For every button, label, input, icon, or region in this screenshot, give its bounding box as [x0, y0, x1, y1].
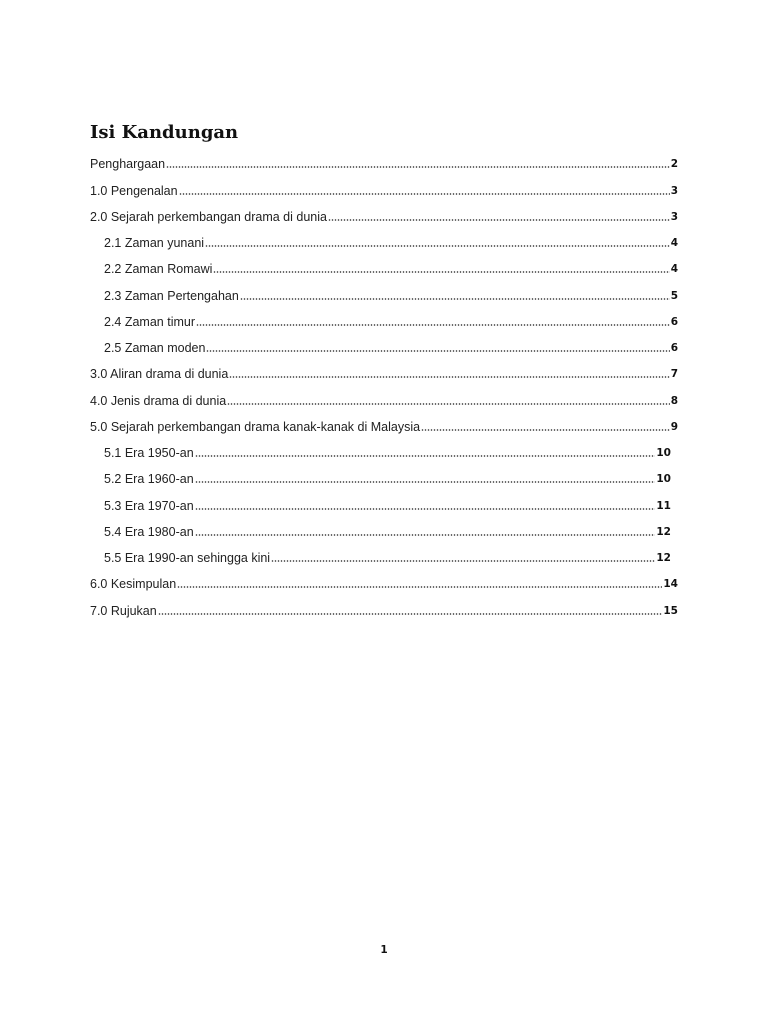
dot-leader: [179, 192, 670, 196]
toc-entry-page: 4: [670, 263, 678, 276]
dot-leader: [328, 218, 670, 222]
toc-entry-label: 5.1 Era 1950-an: [104, 446, 194, 460]
toc-entry-label: 2.5 Zaman moden: [104, 341, 206, 355]
toc-entry[interactable]: [90, 409, 678, 435]
toc-entry-label: 3.0 Aliran drama di dunia: [90, 367, 229, 382]
toc-entry-page: 9: [670, 420, 678, 433]
toc-entry-page: 11: [656, 499, 671, 512]
toc-entry-label: 1.0 Pengenalan: [90, 183, 178, 198]
toc-entry-label: 2.2 Zaman Romawi: [104, 262, 213, 277]
toc-entry[interactable]: [90, 356, 678, 382]
toc-entry-page: 4: [670, 237, 678, 249]
toc-entry[interactable]: [90, 146, 678, 172]
toc-entry-page: 10: [656, 447, 671, 459]
toc-entry-page: 8: [670, 394, 678, 407]
toc-entry-label: 2.1 Zaman yunani: [104, 236, 205, 250]
toc-subentry[interactable]: [90, 330, 678, 356]
toc-subentry[interactable]: [90, 225, 678, 251]
toc-entry-label: 5.4 Era 1980-an: [104, 524, 194, 539]
toc-entry[interactable]: [90, 382, 678, 408]
toc-entry-page: 15: [663, 604, 678, 617]
toc-entry-page: 6: [670, 342, 678, 354]
dot-leader: [206, 349, 669, 353]
toc-entry-label: 2.0 Sejarah perkembangan drama di dunia: [90, 209, 327, 224]
toc-subentry[interactable]: [90, 277, 678, 303]
toc-entry-page: 2: [670, 158, 678, 171]
dot-leader: [195, 507, 656, 511]
table-of-contents: [90, 146, 678, 619]
toc-entry-page: 3: [670, 210, 678, 223]
toc-entry-page: 5: [670, 289, 678, 302]
toc-entry[interactable]: [90, 199, 678, 225]
dot-leader: [195, 480, 656, 484]
dot-leader: [177, 585, 662, 589]
toc-subentry[interactable]: [90, 514, 678, 540]
toc-entry-label: 4.0 Jenis drama di dunia: [90, 393, 227, 408]
toc-subentry[interactable]: [90, 540, 678, 566]
toc-entry-label: 5.2 Era 1960-an: [104, 472, 194, 487]
toc-subentry[interactable]: [90, 461, 678, 487]
toc-entry-page: 12: [656, 552, 671, 564]
dot-leader: [271, 559, 655, 563]
toc-entry-label: 2.4 Zaman timur: [104, 314, 196, 329]
dot-leader: [196, 323, 670, 327]
toc-subentry[interactable]: [90, 487, 678, 513]
dot-leader: [227, 402, 669, 406]
dot-leader: [213, 270, 669, 274]
toc-subentry[interactable]: [90, 304, 678, 330]
toc-title: Isi Kandungan: [90, 122, 239, 143]
toc-entry-page: 3: [670, 184, 678, 197]
toc-entry-page: 7: [670, 368, 678, 381]
toc-entry-page: 10: [656, 473, 671, 486]
toc-entry-page: 14: [663, 578, 678, 591]
toc-entry-label: 6.0 Kesimpulan: [90, 577, 177, 592]
toc-entry[interactable]: [90, 592, 678, 618]
dot-leader: [421, 428, 670, 432]
toc-entry-label: 5.5 Era 1990-an sehingga kini: [104, 551, 271, 565]
dot-leader: [166, 165, 670, 169]
toc-entry-page: 12: [656, 525, 671, 538]
dot-leader: [205, 244, 670, 248]
dot-leader: [195, 454, 656, 458]
dot-leader: [229, 375, 669, 379]
toc-entry[interactable]: [90, 566, 678, 592]
toc-entry-page: 6: [670, 315, 678, 328]
toc-entry[interactable]: [90, 172, 678, 198]
toc-entry-label: 5.0 Sejarah perkembangan drama kanak-kanak di Malaysia: [90, 419, 421, 434]
toc-subentry[interactable]: [90, 251, 678, 277]
toc-entry-label: 5.3 Era 1970-an: [104, 498, 194, 513]
dot-leader: [240, 297, 670, 301]
dot-leader: [195, 533, 656, 537]
dot-leader: [158, 612, 663, 616]
toc-subentry[interactable]: [90, 435, 678, 461]
toc-entry-label: 2.3 Zaman Pertengahan: [104, 288, 239, 303]
page-number: 1: [380, 944, 388, 956]
toc-entry-label: Penghargaan: [90, 157, 166, 172]
toc-entry-label: 7.0 Rujukan: [90, 603, 157, 618]
